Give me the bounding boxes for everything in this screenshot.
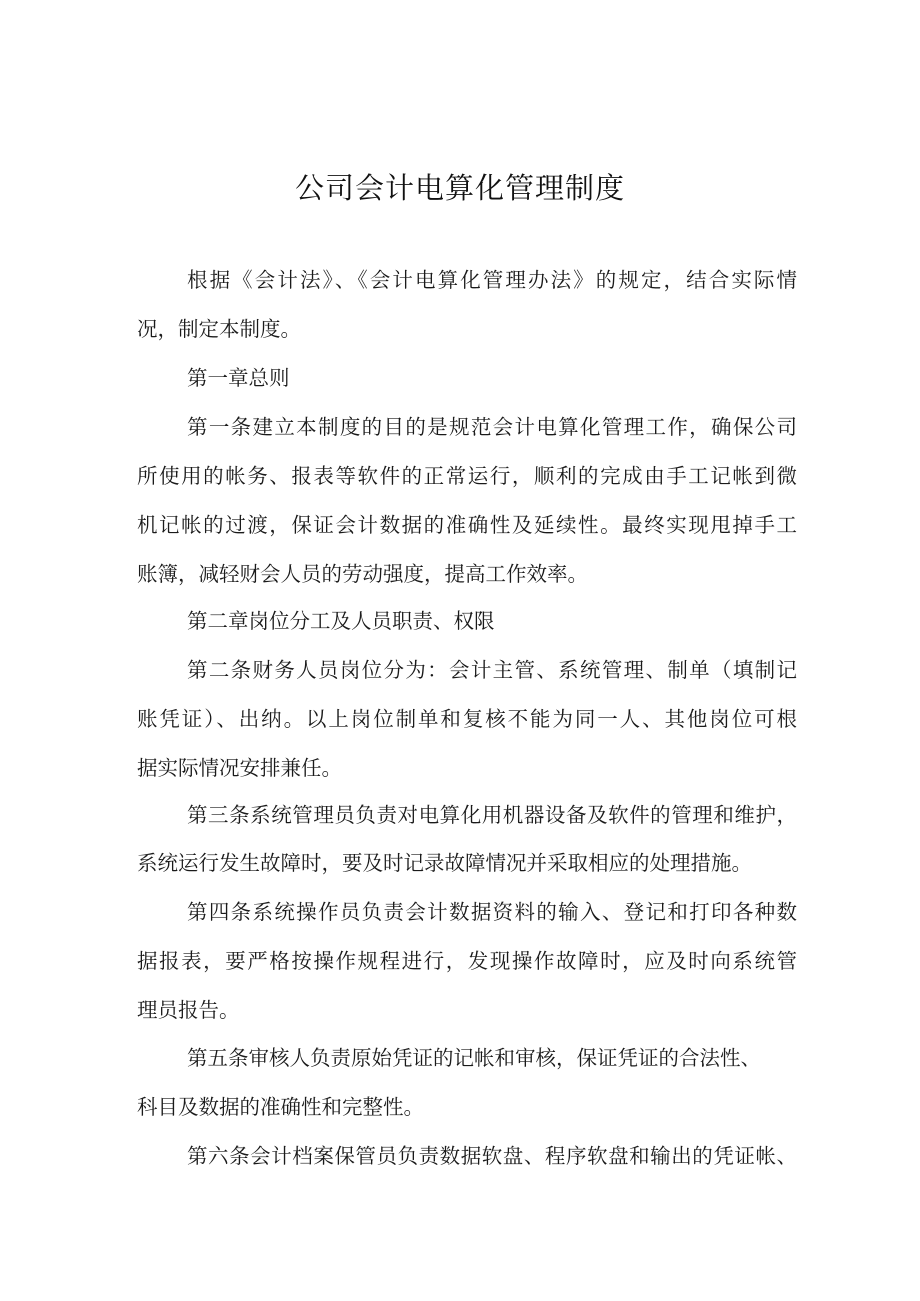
paragraph-line: 机记帐的过渡，保证会计数据的准确性及延续性。最终实现甩掉手工 <box>137 513 797 537</box>
paragraph-line: 系统运行发生故障时，要及时记录故障情况并采取相应的处理措施。 <box>137 851 752 875</box>
paragraph-line: 所使用的帐务、报表等软件的正常运行，顺利的完成由手工记帐到微 <box>137 464 797 488</box>
paragraph-line: 科目及数据的准确性和完整性。 <box>137 1095 424 1119</box>
paragraph-line: 第六条会计档案保管员负责数据软盘、程序软盘和输出的凭证帐、 <box>187 1144 797 1168</box>
chapter-heading: 第二章岗位分工及人员职责、权限 <box>187 609 495 633</box>
paragraph-line: 理员报告。 <box>137 998 240 1022</box>
paragraph-line: 况，制定本制度。 <box>137 317 301 341</box>
paragraph-line: 据实际情况安排兼任。 <box>137 756 342 780</box>
paragraph-line: 第二条财务人员岗位分为：会计主管、系统管理、制单（填制记 <box>187 658 797 682</box>
chapter-heading: 第一章总则 <box>187 366 290 390</box>
paragraph-line: 账凭证）、出纳。以上岗位制单和复核不能为同一人、其他岗位可根 <box>137 707 797 731</box>
paragraph-line: 第三条系统管理员负责对电算化用机器设备及软件的管理和维护， <box>187 803 797 827</box>
paragraph-line: 第一条建立本制度的目的是规范会计电算化管理工作，确保公司 <box>187 415 797 439</box>
paragraph-line: 账簿，减轻财会人员的劳动强度，提高工作效率。 <box>137 562 588 586</box>
paragraph-line: 第四条系统操作员负责会计数据资料的输入、登记和打印各种数 <box>187 900 797 924</box>
paragraph-line: 第五条审核人负责原始凭证的记帐和审核，保证凭证的合法性、 <box>187 1046 761 1070</box>
paragraph-line: 据报表，要严格按操作规程进行，发现操作故障时，应及时向系统管 <box>137 949 797 973</box>
paragraph-line: 根据《会计法》、《会计电算化管理办法》的规定，结合实际情 <box>187 268 797 292</box>
document-title: 公司会计电算化管理制度 <box>294 171 625 205</box>
